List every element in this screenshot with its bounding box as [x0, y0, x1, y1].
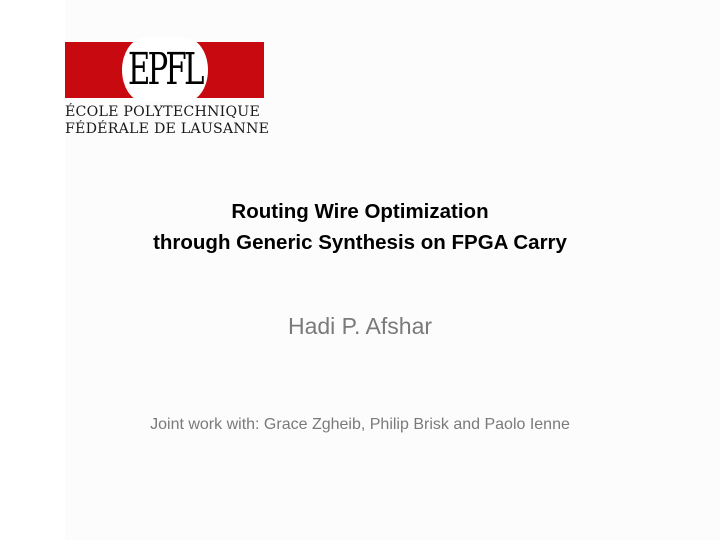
title-line-2: through Generic Synthesis on FPGA Carry	[153, 231, 567, 254]
title-line-1: Routing Wire Optimization	[231, 200, 489, 223]
logo-line-2: FÉDÉRALE DE LAUSANNE	[65, 121, 270, 137]
logo-mark	[122, 38, 208, 102]
coauthors-line: Joint work with: Grace Zgheib, Philip Brisk and Paolo Ienne	[150, 416, 570, 433]
epfl-logo	[65, 42, 270, 138]
logo-mark-text: EPFL	[128, 44, 202, 95]
author-name: Hadi P. Afshar	[287, 313, 433, 339]
logo-red-bar	[65, 42, 264, 98]
logo-wordmark	[65, 104, 270, 138]
slide-title	[0, 196, 720, 258]
logo-line-1: ÉCOLE POLYTECHNIQUE	[65, 104, 260, 120]
